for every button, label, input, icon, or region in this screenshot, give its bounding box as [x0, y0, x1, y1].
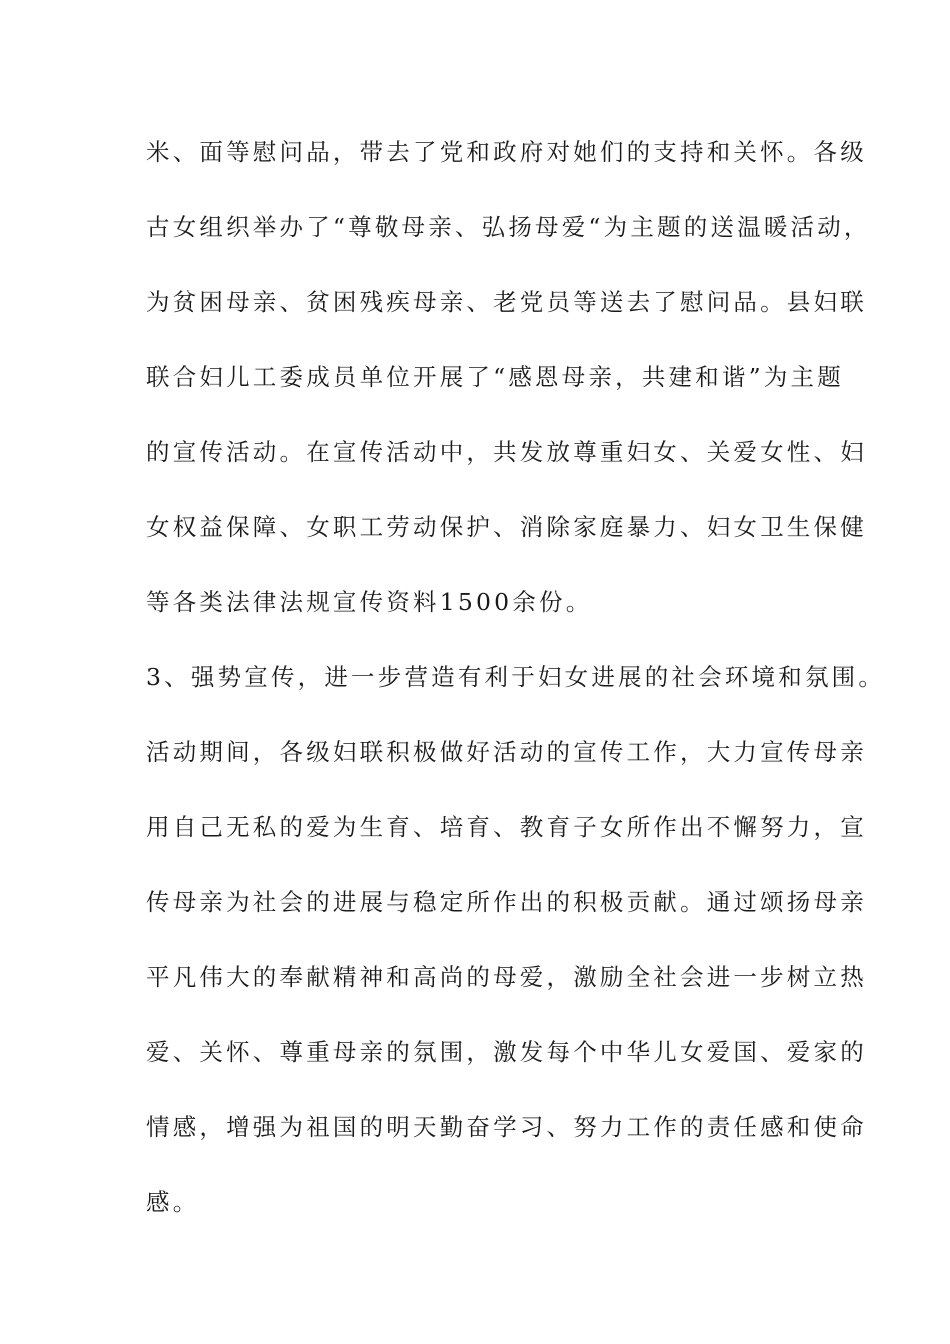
text-line: 传母亲为社会的进展与稳定所作出的积极贡献。通过颂扬母亲: [146, 888, 867, 916]
text-line: 米、面等慰问品，带去了党和政府对她们的支持和关怀。各级: [146, 138, 867, 166]
text-line: 的宣传活动。在宣传活动中，共发放尊重妇女、关爱女性、妇: [146, 438, 867, 466]
text-line: 女权益保障、女职工劳动保护、消除家庭暴力、妇女卫生保健: [146, 513, 867, 541]
text-line: 联合妇儿工委成员单位开展了“感恩母亲，共建和谐”为主题: [146, 363, 844, 391]
text-line: 古女组织举办了“尊敬母亲、弘扬母爱“为主题的送温暖活动，: [146, 213, 871, 241]
text-line: 情感，增强为祖国的明天勤奋学习、努力工作的责任感和使命: [146, 1113, 867, 1141]
text-line: 用自己无私的爱为生育、培育、教育子女所作出不懈努力，宣: [146, 813, 867, 841]
text-line: 活动期间，各级妇联积极做好活动的宣传工作，大力宣传母亲: [146, 738, 867, 766]
section-heading: 3、强势宣传，进一步营造有利于妇女进展的社会环境和氛围。: [146, 663, 886, 691]
text-line: 平凡伟大的奉献精神和高尚的母爱，激励全社会进一步树立热: [146, 963, 867, 991]
text-line: 爱、关怀、尊重母亲的氛围，激发每个中华儿女爱国、爱家的: [146, 1038, 867, 1066]
text-line: 等各类法律法规宣传资料1500余份。: [146, 588, 593, 616]
text-line: 为贫困母亲、贫困残疾母亲、老党员等送去了慰问品。县妇联: [146, 288, 867, 316]
text-line: 感。: [146, 1188, 200, 1216]
body-text: [146, 130, 886, 1255]
